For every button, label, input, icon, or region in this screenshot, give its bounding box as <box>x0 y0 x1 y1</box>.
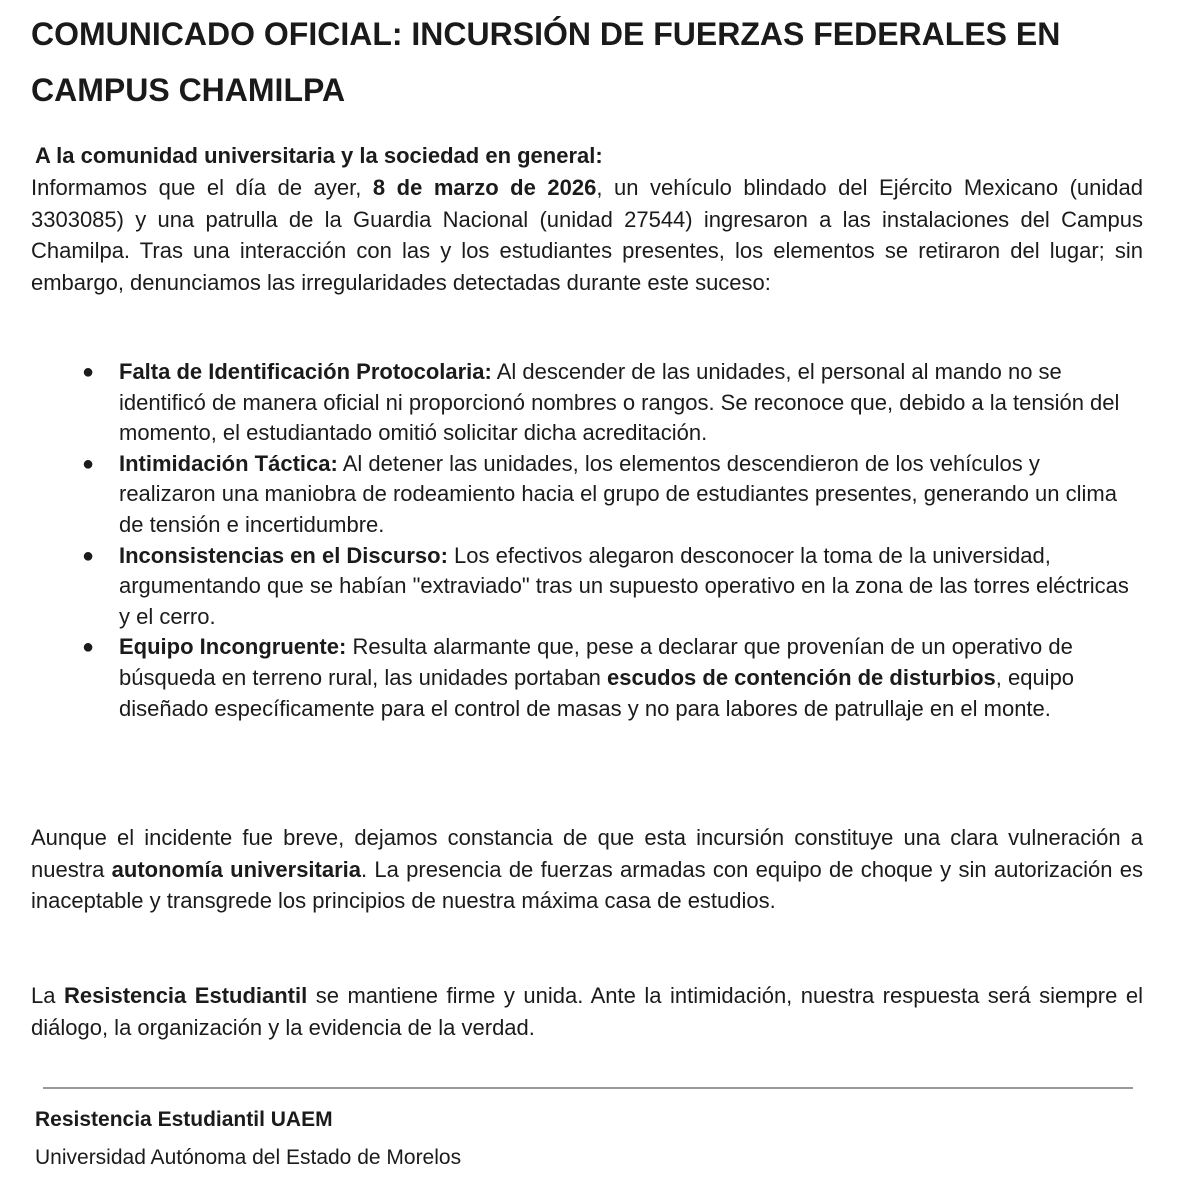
autonomy-paragraph <box>31 822 1143 917</box>
list-item <box>72 632 1142 724</box>
greeting: A la comunidad universitaria y la sociedad en general: <box>35 143 603 168</box>
list-item-text: Los efectivos alegaron desconocer la toma de la universidad, argumentando que se habían "extraviado" tras un supuesto operativo en la zona de las torres eléctricas y el cerro. <box>119 542 1129 629</box>
intro-text-after-date: , un vehículo blindado del Ejército Mexicano (unidad 3303085) y una patrulla de la Guardia Nacional (unidad 27544) ingresaron a las instalaciones del Campus Chamilpa. Tras una interacción con las y los estudiantes presentes, los elementos se retiraron del lugar; sin embargo, denunciamos las irregularidades detectadas durante este suceso: <box>31 175 1143 295</box>
signature-organization: Universidad Autónoma del Estado de Morelos <box>35 1146 462 1169</box>
signature-divider <box>43 1087 1133 1089</box>
list-item <box>72 541 1142 633</box>
list-item <box>72 357 1142 449</box>
bullet-icon: ● <box>82 361 95 383</box>
paragraph-text: Aunque el incidente fue breve, dejamos constancia de que esta incursión constituye una clara vulneración a nuestra <box>31 825 1143 882</box>
intro-text-before-date: Informamos que el día de ayer, <box>31 175 373 200</box>
list-item-text: Al detener las unidades, los elementos descendieron de los vehículos y realizaron una maniobra de rodeamiento hacia el grupo de estudiantes presentes, generando un clima de tensión e incertidumbre. <box>119 450 1117 537</box>
closing-paragraph <box>31 980 1143 1043</box>
list-item-heading: Intimidación Táctica: <box>119 450 338 476</box>
list-item-text: Resulta alarmante que, pese a declarar que provenían de un operativo de búsqueda en terreno rural, las unidades portaban <box>119 634 1073 690</box>
paragraph-text: La <box>31 983 64 1008</box>
paragraph-text-after: se mantiene firme y unida. Ante la intimidación, nuestra respuesta será siempre el diálogo, la organización y la evidencia de la verdad. <box>31 983 1143 1040</box>
bullet-icon: ● <box>82 544 95 567</box>
bullet-icon: ● <box>82 636 95 659</box>
list-item-emphasis: escudos de contención de disturbios <box>607 664 996 690</box>
incident-date: 8 de marzo de 2026 <box>372 175 597 200</box>
paragraph-text-after: . La presencia de fuerzas armadas con equipo de choque y sin autorización es inaceptable y transgrede los principios de nuestra máxima casa de estudios. <box>31 856 1143 913</box>
page-title: COMUNICADO OFICIAL: INCURSIÓN DE FUERZAS FEDERALES EN CAMPUS CHAMILPA <box>31 16 1061 108</box>
bullet-icon: ● <box>82 452 95 475</box>
list-item-heading: Falta de Identificación Protocolaria: <box>119 359 492 384</box>
paragraph-emphasis: autonomía universitaria <box>111 856 362 882</box>
paragraph-emphasis: Resistencia Estudiantil <box>63 983 308 1008</box>
list-item <box>72 449 1142 541</box>
intro-paragraph <box>31 172 1143 298</box>
irregularities-list <box>72 357 1142 724</box>
list-item-heading: Inconsistencias en el Discurso: <box>119 542 448 568</box>
list-item-heading: Equipo Incongruente: <box>119 634 347 660</box>
signature-name: Resistencia Estudiantil UAEM <box>35 1108 333 1131</box>
list-item-text: Al descender de las unidades, el personal al mando no se identificó de manera oficial ni proporcionó nombres o rangos. Se reconoce que, debido a la tensión del momento, el estudiantado omitió solicitar dicha acreditación. <box>119 359 1120 446</box>
list-item-text-after: , equipo diseñado específicamente para el control de masas y no para labores de patrullaje en el monte. <box>119 664 1075 721</box>
